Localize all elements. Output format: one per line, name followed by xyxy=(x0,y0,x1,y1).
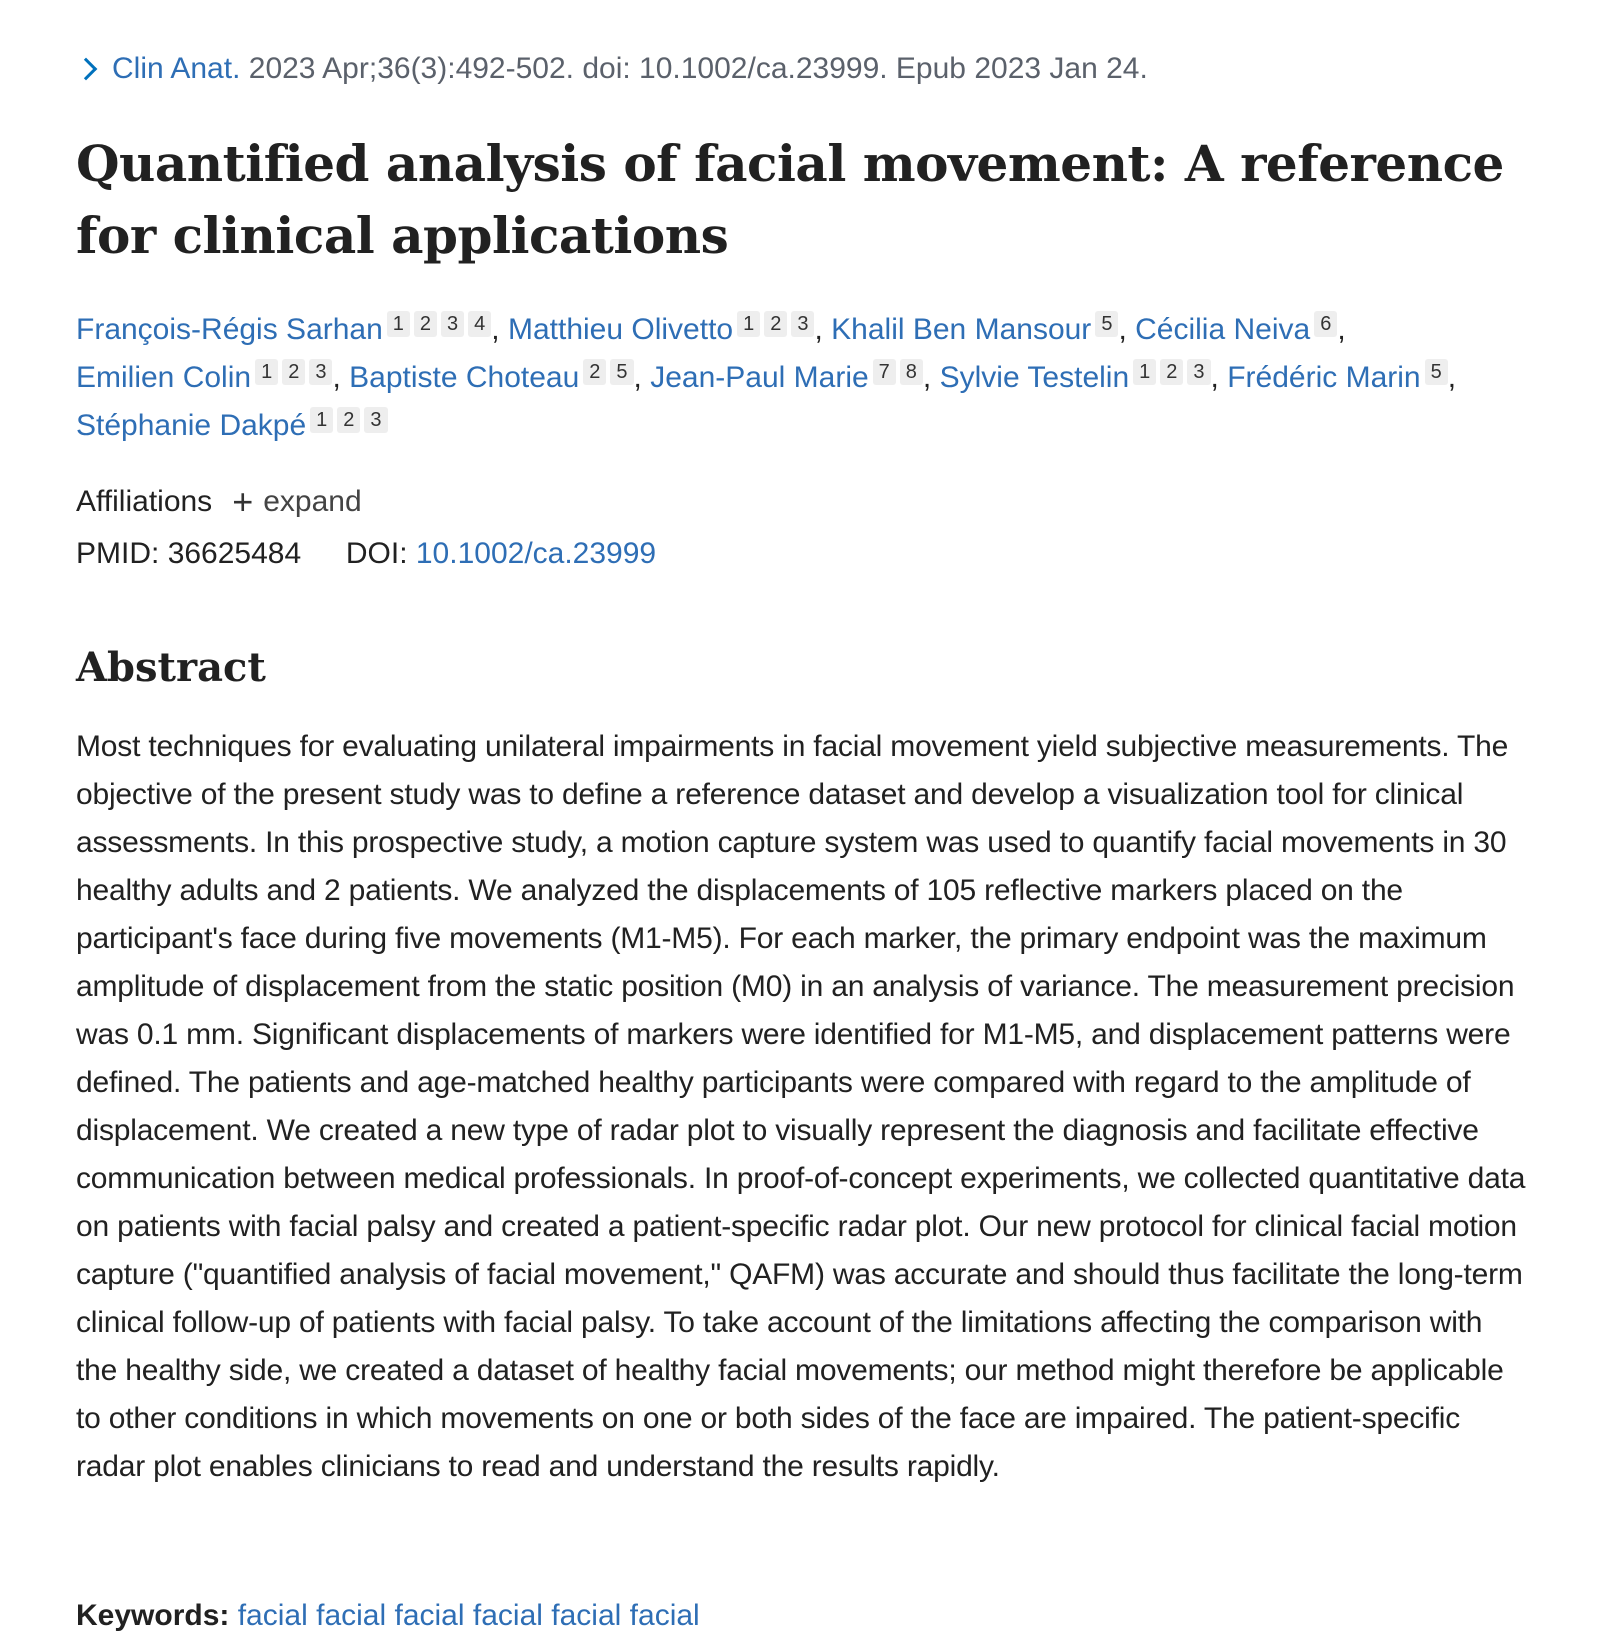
pmid-value: 36625484 xyxy=(167,537,302,570)
affiliation-number[interactable]: 3 xyxy=(309,359,332,385)
keywords-label: Keywords: xyxy=(76,1599,230,1632)
author-item xyxy=(940,361,1219,394)
affiliation-number[interactable]: 3 xyxy=(364,407,387,433)
keyword-link[interactable]: facial xyxy=(316,1599,387,1632)
author-separator: , xyxy=(332,361,341,394)
citation-details: 2023 Apr;36(3):492-502. doi: 10.1002/ca.23999. Epub 2023 Jan 24. xyxy=(240,52,1148,85)
author-name-link[interactable]: François-Régis Sarhan xyxy=(76,313,383,346)
affiliation-number[interactable]: 2 xyxy=(583,359,606,385)
author-separator: , xyxy=(1118,313,1127,346)
author-item xyxy=(76,409,388,442)
author-name-link[interactable]: Khalil Ben Mansour xyxy=(831,313,1092,346)
affiliation-number[interactable]: 1 xyxy=(737,311,760,337)
author-separator: , xyxy=(922,361,932,394)
author-separator: , xyxy=(633,361,642,394)
author-item xyxy=(1227,361,1456,394)
abstract-text: Most techniques for evaluating unilateral impairments in facial movement yield subjective measurements. The objective of the present study was to define a reference dataset and develop a visualization tool for clinical assessments. In this prospective study, a motion capture system was used to quantify facial movements in 30 healthy adults and 2 patients. We analyzed the displacements of 105 reflective markers placed on the participant's face during five movements (M1-M5). For each marker, the primary endpoint was the maximum amplitude of displacement from the static position (M0) in an analysis of variance. The measurement precision was 0.1 mm. Significant displacements of markers were identified for M1-M5, and displacement patterns were defined. The patients and age-matched healthy participants were compared with regard to the amplitude of displacement. We created a new type of radar plot to visually represent the diagnosis and facilitate effective communication between medical professionals. In proof-of-concept experiments, we collected quantitative data on patients with facial palsy and created a patient-specific radar plot. Our new protocol for clinical facial motion capture ("quantified analysis of facial movement," QAFM) was accurate and should thus facilitate the long-term clinical follow-up of patients with facial palsy. To take account of the limitations affecting the comparison with the healthy side, we created a dataset of healthy facial movements; our method might therefore be applicable to other conditions in which movements on one or both sides of the face are impaired. The patient-specific radar plot enables clinicians to read and understand the results rapidly. xyxy=(76,730,1526,1483)
affiliation-number[interactable]: 2 xyxy=(337,407,360,433)
doi-link[interactable]: 10.1002/ca.23999 xyxy=(415,537,657,570)
expand-label: expand xyxy=(263,485,362,518)
abstract-heading: Abstract xyxy=(76,644,266,691)
affiliation-number[interactable]: 3 xyxy=(791,311,814,337)
affiliation-number[interactable]: 2 xyxy=(764,311,787,337)
affiliation-number[interactable]: 3 xyxy=(1187,359,1210,385)
author-item xyxy=(650,361,931,394)
author-item xyxy=(831,313,1127,346)
affiliation-number[interactable]: 2 xyxy=(414,311,437,337)
affiliation-number[interactable]: 2 xyxy=(282,359,305,385)
author-separator: , xyxy=(1210,361,1219,394)
author-name-link[interactable]: Emilien Colin xyxy=(76,361,252,394)
affiliation-number[interactable]: 4 xyxy=(468,311,491,337)
affiliation-number[interactable]: 8 xyxy=(900,359,923,385)
citation-line xyxy=(76,52,1148,86)
keyword-link[interactable]: facial xyxy=(551,1599,622,1632)
affiliation-number[interactable]: 5 xyxy=(1425,359,1448,385)
keyword-link[interactable]: facial xyxy=(237,1599,308,1632)
identifiers-row xyxy=(76,536,656,572)
author-item xyxy=(76,313,500,346)
plus-icon: + xyxy=(232,481,254,522)
author-separator: , xyxy=(814,313,823,346)
article-title: Quantified analysis of facial movement: A reference for clinical applications xyxy=(76,134,1504,265)
author-name-link[interactable]: Baptiste Choteau xyxy=(349,361,580,394)
affiliation-number[interactable]: 1 xyxy=(1133,359,1156,385)
affiliation-number[interactable]: 5 xyxy=(610,359,633,385)
author-name-link[interactable]: Jean-Paul Marie xyxy=(650,361,869,394)
author-item xyxy=(1135,313,1346,346)
affiliation-number[interactable]: 2 xyxy=(1160,359,1183,385)
chevron-right-icon[interactable] xyxy=(75,58,98,81)
author-item xyxy=(349,361,642,394)
author-name-link[interactable]: Matthieu Olivetto xyxy=(507,313,734,346)
author-name-link[interactable]: Cécilia Neiva xyxy=(1135,313,1311,346)
keywords-row xyxy=(76,1592,1526,1640)
keyword-link[interactable]: facial xyxy=(472,1599,543,1632)
author-name-link[interactable]: Stéphanie Dakpé xyxy=(76,409,307,442)
author-item xyxy=(508,313,823,346)
author-separator: , xyxy=(491,313,500,346)
doi-label: DOI: xyxy=(345,537,408,570)
affiliations-row xyxy=(76,481,362,522)
affiliations-label: Affiliations xyxy=(76,485,213,518)
keyword-link[interactable]: facial xyxy=(394,1599,465,1632)
affiliation-number[interactable]: 5 xyxy=(1095,311,1118,337)
affiliation-number[interactable]: 7 xyxy=(873,359,896,385)
pmid-label: PMID: xyxy=(76,537,160,570)
expand-affiliations-button[interactable] xyxy=(232,481,362,522)
affiliation-number[interactable]: 3 xyxy=(441,311,464,337)
author-separator: , xyxy=(1447,361,1457,394)
affiliation-number[interactable]: 6 xyxy=(1314,311,1337,337)
author-separator: , xyxy=(1337,313,1346,346)
journal-link[interactable]: Clin Anat. xyxy=(112,52,241,85)
keyword-link[interactable]: facial xyxy=(629,1599,700,1632)
author-name-link[interactable]: Frédéric Marin xyxy=(1227,361,1421,394)
author-name-link[interactable]: Sylvie Testelin xyxy=(939,361,1130,394)
affiliation-number[interactable]: 1 xyxy=(387,311,410,337)
author-item xyxy=(76,361,341,394)
author-list xyxy=(76,306,1526,450)
affiliation-number[interactable]: 1 xyxy=(310,407,333,433)
affiliation-number[interactable]: 1 xyxy=(255,359,278,385)
